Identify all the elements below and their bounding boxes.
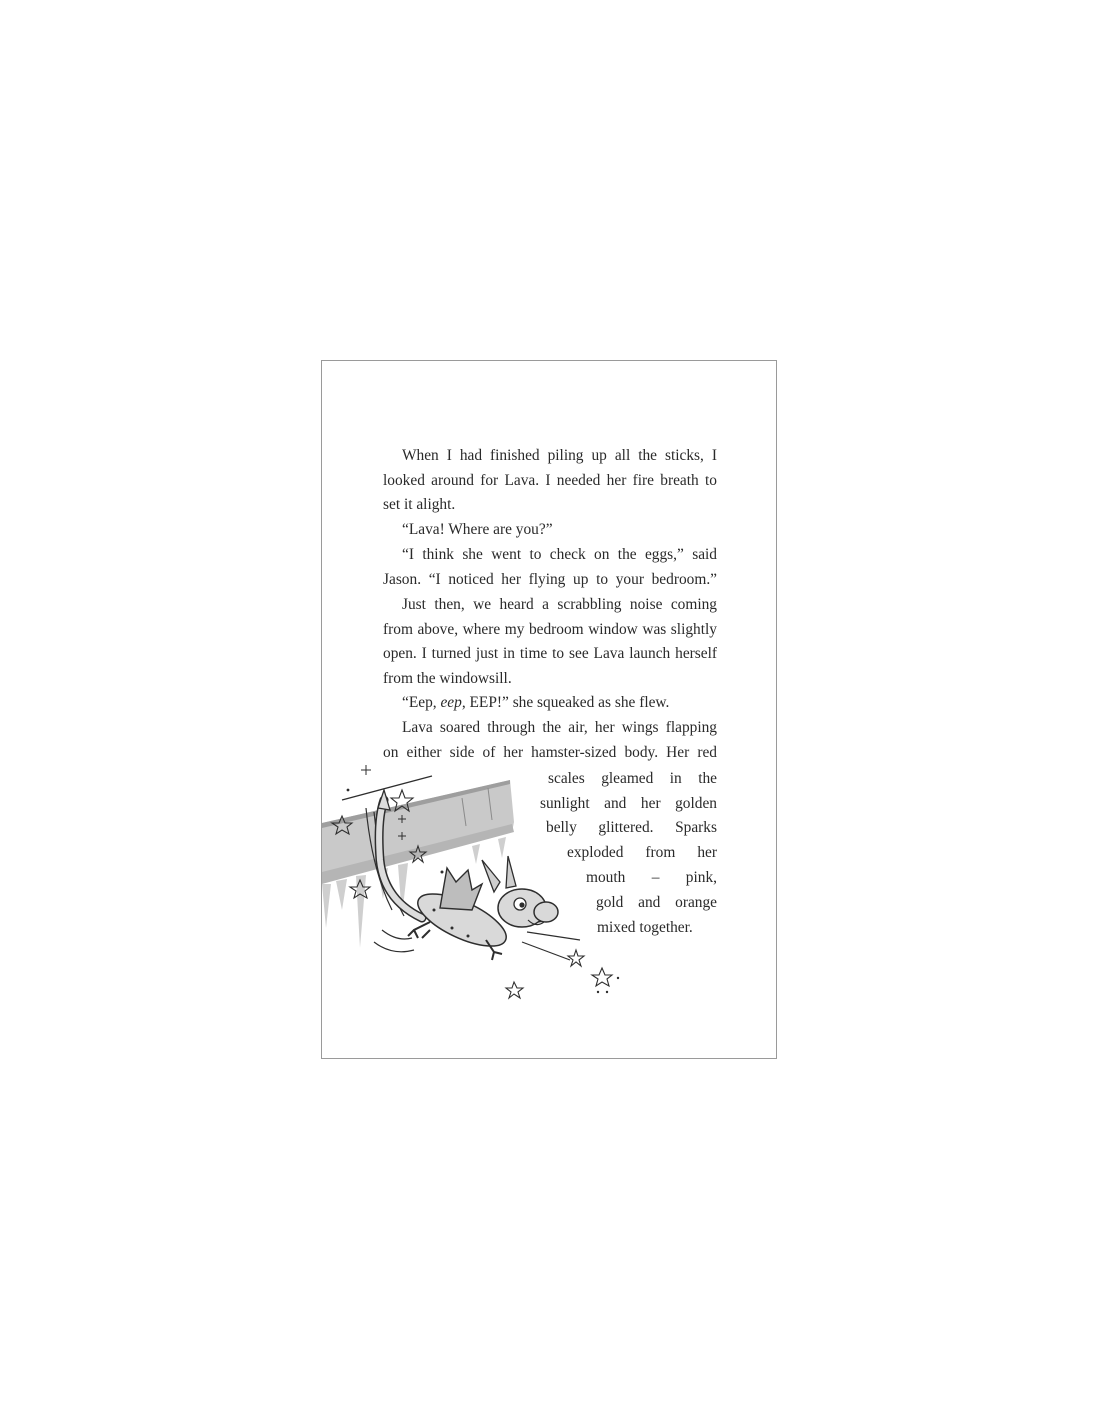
text-span: , EEP!” she squeaked as she flew. bbox=[461, 694, 670, 711]
text-line: “Lava! Where are you?” bbox=[402, 521, 553, 538]
text-line: from above, where my bedroom window was slightly bbox=[383, 621, 717, 638]
dragon-legs bbox=[408, 922, 430, 938]
text-line: on either side of her hamster-sized body. Her red bbox=[383, 744, 717, 761]
wrap-text-line: exploded from her bbox=[567, 844, 717, 861]
wrap-text-line: sunlight and her golden bbox=[540, 795, 717, 812]
italic-text: eep bbox=[440, 694, 462, 711]
text-line: open. I turned just in time to see Lava launch herself bbox=[383, 645, 717, 662]
wrap-text-line: scales gleamed in the bbox=[548, 770, 717, 787]
text-line: from the windowsill. bbox=[383, 670, 512, 687]
dragon-snout bbox=[534, 902, 558, 922]
wrap-text-line: gold and orange bbox=[596, 894, 717, 911]
text-span: “Eep, bbox=[402, 694, 441, 711]
text-line: When I had finished piling up all the sticks, I bbox=[402, 447, 717, 464]
text-line: set it alight. bbox=[383, 496, 456, 513]
text-line: Lava soared through the air, her wings flapping bbox=[402, 719, 717, 736]
dragon-illustration bbox=[322, 760, 622, 1005]
dragon-wing bbox=[440, 868, 482, 910]
text-line: Jason. “I noticed her flying up to your bedroom.” bbox=[383, 571, 717, 588]
text-line: looked around for Lava. I needed her fire breath to bbox=[383, 472, 717, 489]
wrap-text-line: belly glittered. Sparks bbox=[546, 819, 717, 836]
text-line bbox=[402, 691, 717, 716]
dragon-horns bbox=[482, 856, 516, 892]
text-line: Just then, we heard a scrabbling noise coming bbox=[402, 596, 717, 613]
text-line: “I think she went to check on the eggs,” said bbox=[402, 546, 717, 563]
wrap-text-line: mouth – pink, bbox=[586, 869, 717, 886]
wrap-text-line: mixed together. bbox=[597, 919, 693, 936]
